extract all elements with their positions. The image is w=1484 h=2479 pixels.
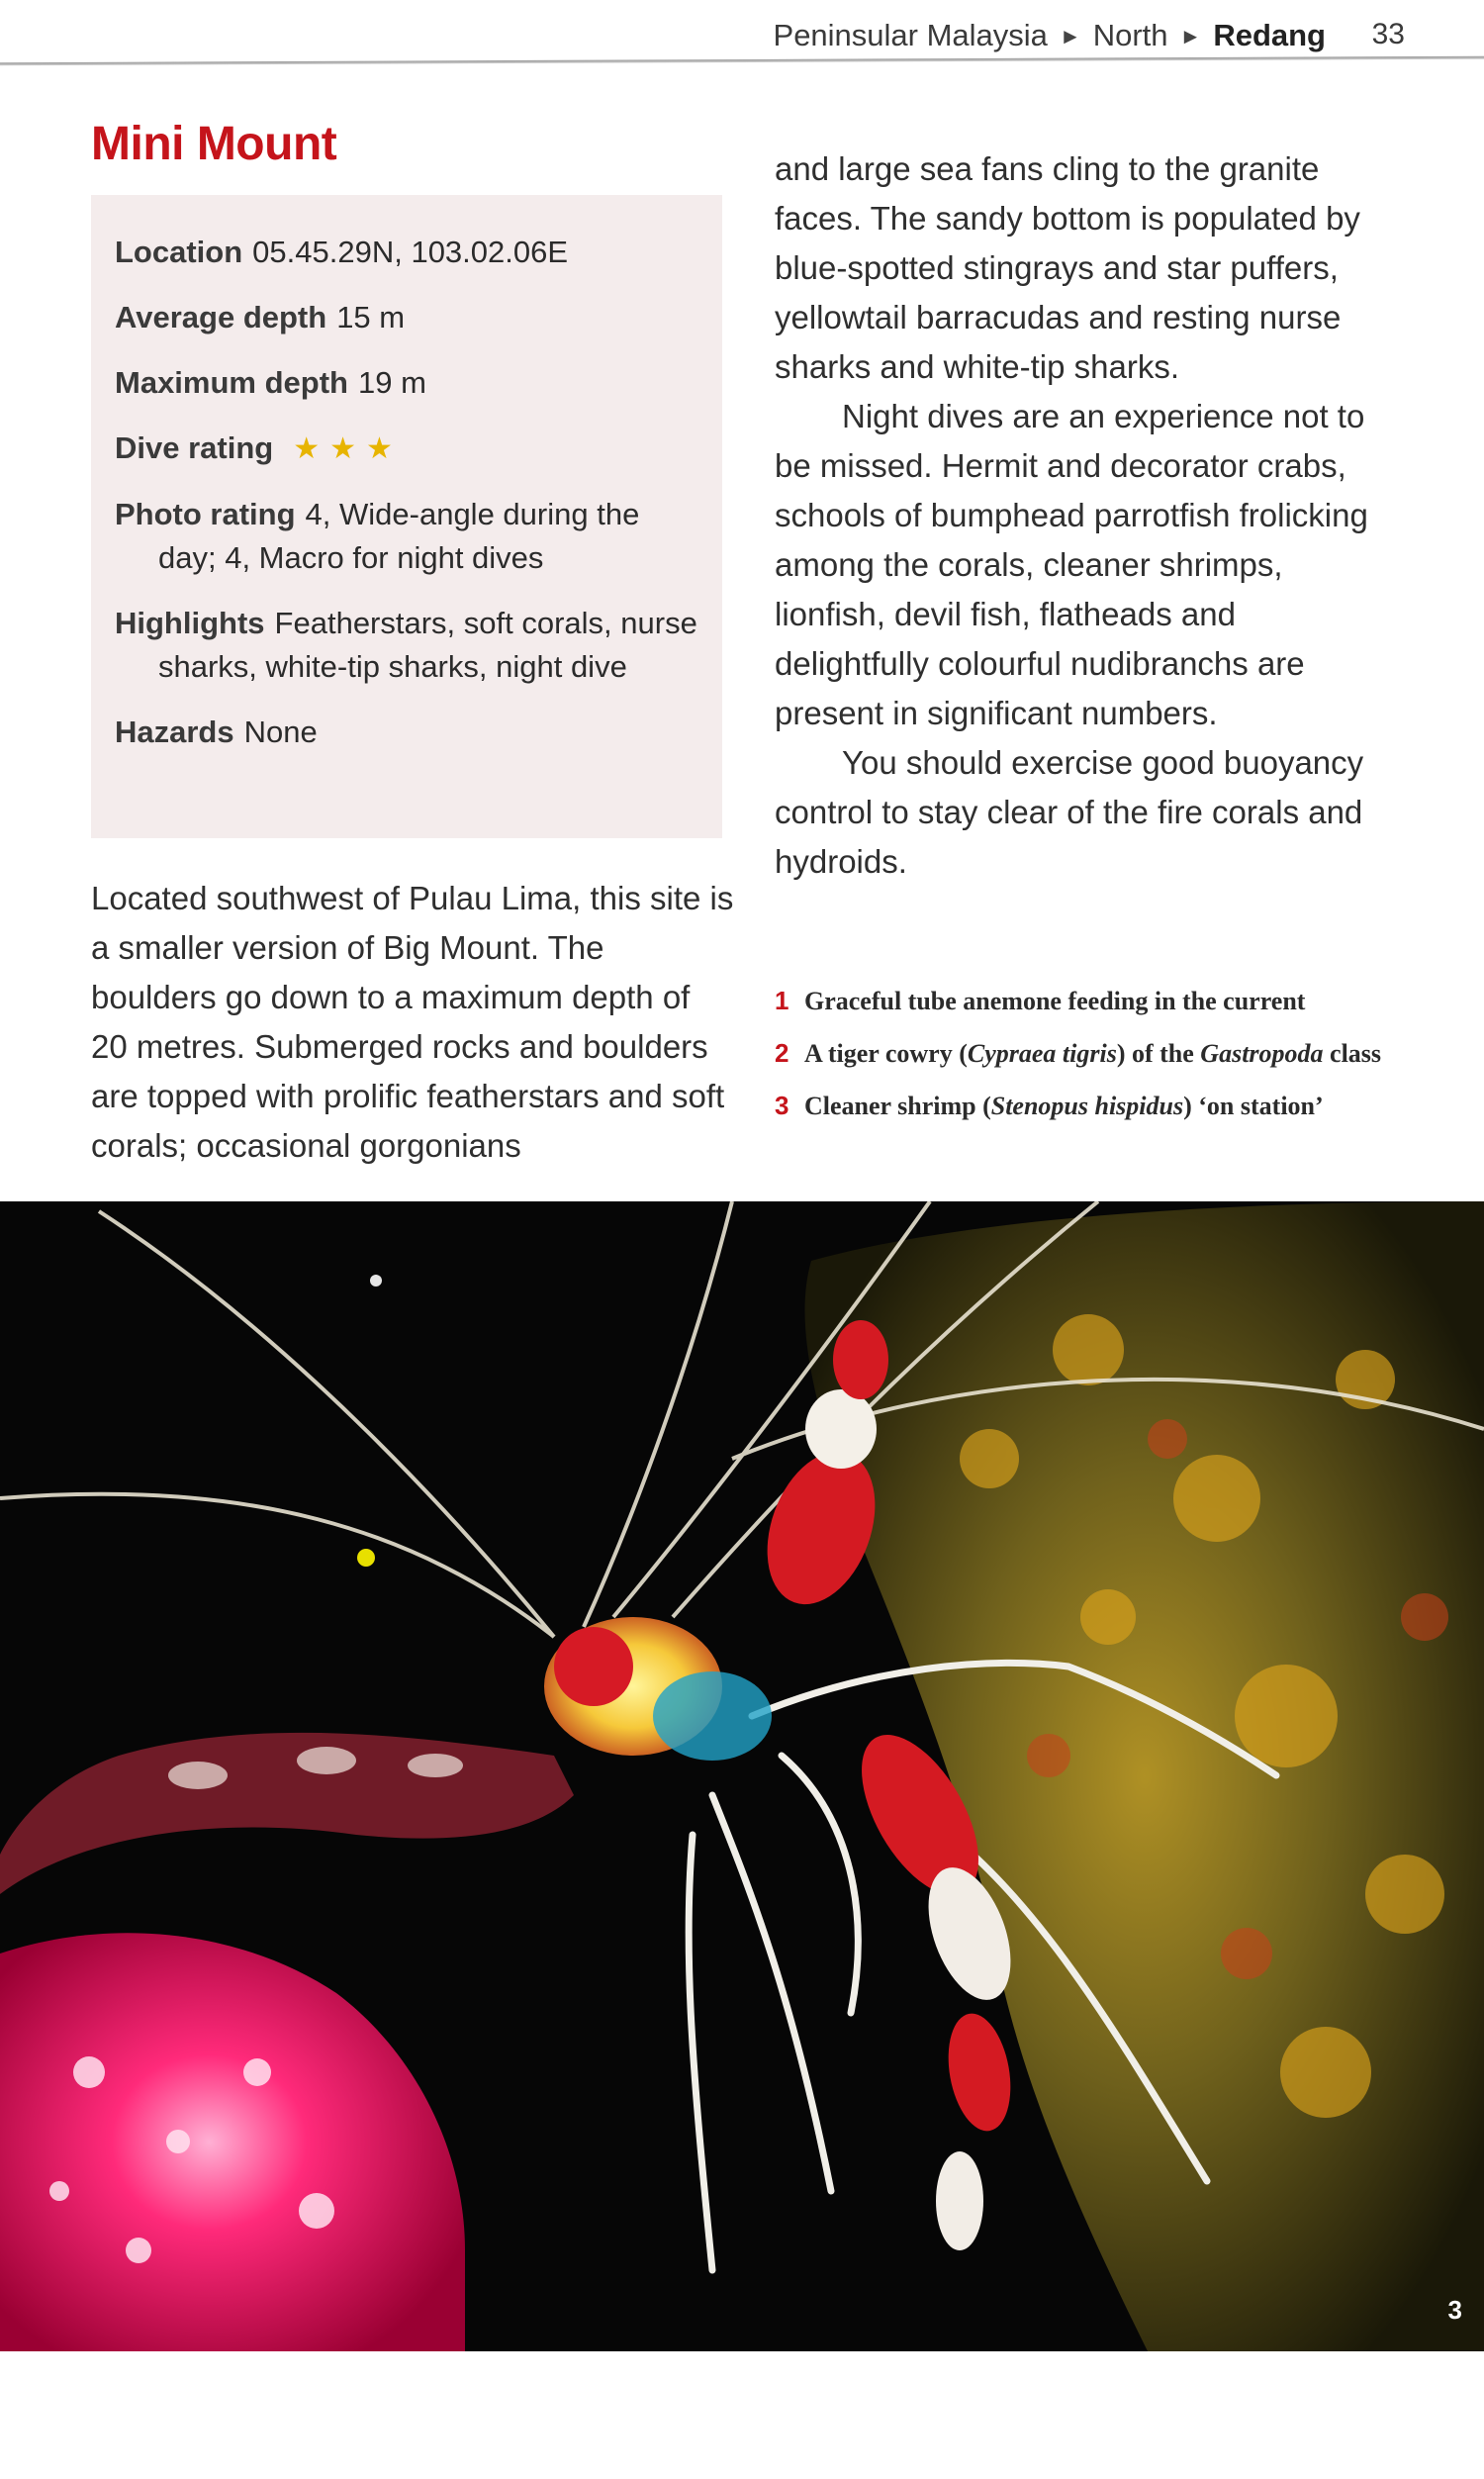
page-title: Mini Mount	[91, 118, 337, 170]
info-photo-rating	[115, 493, 698, 580]
info-label: Photo rating	[115, 497, 296, 531]
info-value: 15 m	[336, 300, 406, 334]
breadcrumb-current: Redang	[1213, 18, 1326, 52]
dive-site-info-box	[91, 195, 722, 838]
shrimp-illustration	[0, 1201, 1484, 2351]
breadcrumb	[774, 18, 1326, 53]
breadcrumb-arrow-icon: ►	[1059, 24, 1081, 48]
photo-captions	[775, 983, 1408, 1140]
info-average-depth	[115, 296, 698, 339]
caption-text: Graceful tube anemone feeding in the current	[804, 987, 1306, 1015]
info-label: Maximum depth	[115, 365, 348, 400]
info-label: Average depth	[115, 300, 327, 334]
caption-2	[775, 1035, 1408, 1072]
caption-1	[775, 983, 1408, 1019]
running-header	[0, 0, 1484, 69]
info-hazards	[115, 711, 698, 754]
caption-number: 3	[775, 1091, 789, 1120]
body-column-right	[775, 144, 1388, 887]
info-value: Featherstars, soft corals, nurse sharks, white-tip sharks, night dive	[158, 606, 697, 684]
info-highlights	[115, 602, 698, 689]
star-rating-icon: ★★★	[293, 432, 403, 465]
info-label: Dive rating	[115, 430, 274, 465]
info-location	[115, 231, 698, 274]
caption-text: ) ‘on station’	[1183, 1092, 1324, 1120]
body-paragraph: You should exercise good buoyancy control to stay clear of the fire corals and hydroids.	[775, 744, 1364, 880]
page-number: 33	[1371, 18, 1405, 50]
info-value: 05.45.29N, 103.02.06E	[252, 235, 569, 269]
info-maximum-depth	[115, 361, 698, 405]
caption-species-name: Stenopus hispidus	[990, 1092, 1184, 1120]
info-label: Location	[115, 235, 243, 269]
caption-class-name: Gastropoda	[1200, 1039, 1324, 1068]
breadcrumb-area: North	[1092, 18, 1168, 52]
info-label: Highlights	[115, 606, 265, 640]
caption-3	[775, 1088, 1408, 1124]
info-value: 19 m	[357, 365, 426, 400]
breadcrumb-region: Peninsular Malaysia	[773, 18, 1048, 52]
info-value: 4, Wide-angle during the day; 4, Macro for night dives	[158, 497, 640, 575]
body-paragraph: Night dives are an experience not to be missed. Hermit and decorator crabs, schools of bumphead parrotfish frolicking among the corals, cleaner shrimps, lionfish, devil fish, flatheads and delightfully colourful nudibranchs are present in significant numbers.	[775, 398, 1368, 731]
caption-text: ) of the	[1116, 1039, 1201, 1068]
photo-number-badge: 3	[1447, 2295, 1462, 2325]
caption-text: Cleaner shrimp (	[804, 1092, 991, 1120]
body-paragraph: and large sea fans cling to the granite faces. The sandy bottom is populated by blue-spotted stingrays and star puffers, yellowtail barracudas and resting nurse sharks and white-tip sharks.	[775, 150, 1360, 385]
caption-text: class	[1323, 1039, 1382, 1068]
caption-number: 1	[775, 986, 789, 1015]
info-dive-rating	[115, 427, 698, 471]
cleaner-shrimp-photo	[0, 1201, 1484, 2351]
body-paragraph-left: Located southwest of Pulau Lima, this site is a smaller version of Big Mount. The boulders go down to a maximum depth of 20 metres. Submerged rocks and boulders are topped with prolific featherstars and soft corals; occasional gorgonians	[91, 880, 734, 1164]
breadcrumb-arrow-icon: ►	[1179, 24, 1202, 48]
caption-number: 2	[775, 1038, 789, 1068]
caption-text: A tiger cowry (	[804, 1039, 968, 1068]
info-label: Hazards	[115, 715, 234, 749]
info-value: None	[243, 715, 318, 749]
caption-species-name: Cypraea tigris	[967, 1039, 1117, 1068]
header-divider	[0, 56, 1484, 66]
